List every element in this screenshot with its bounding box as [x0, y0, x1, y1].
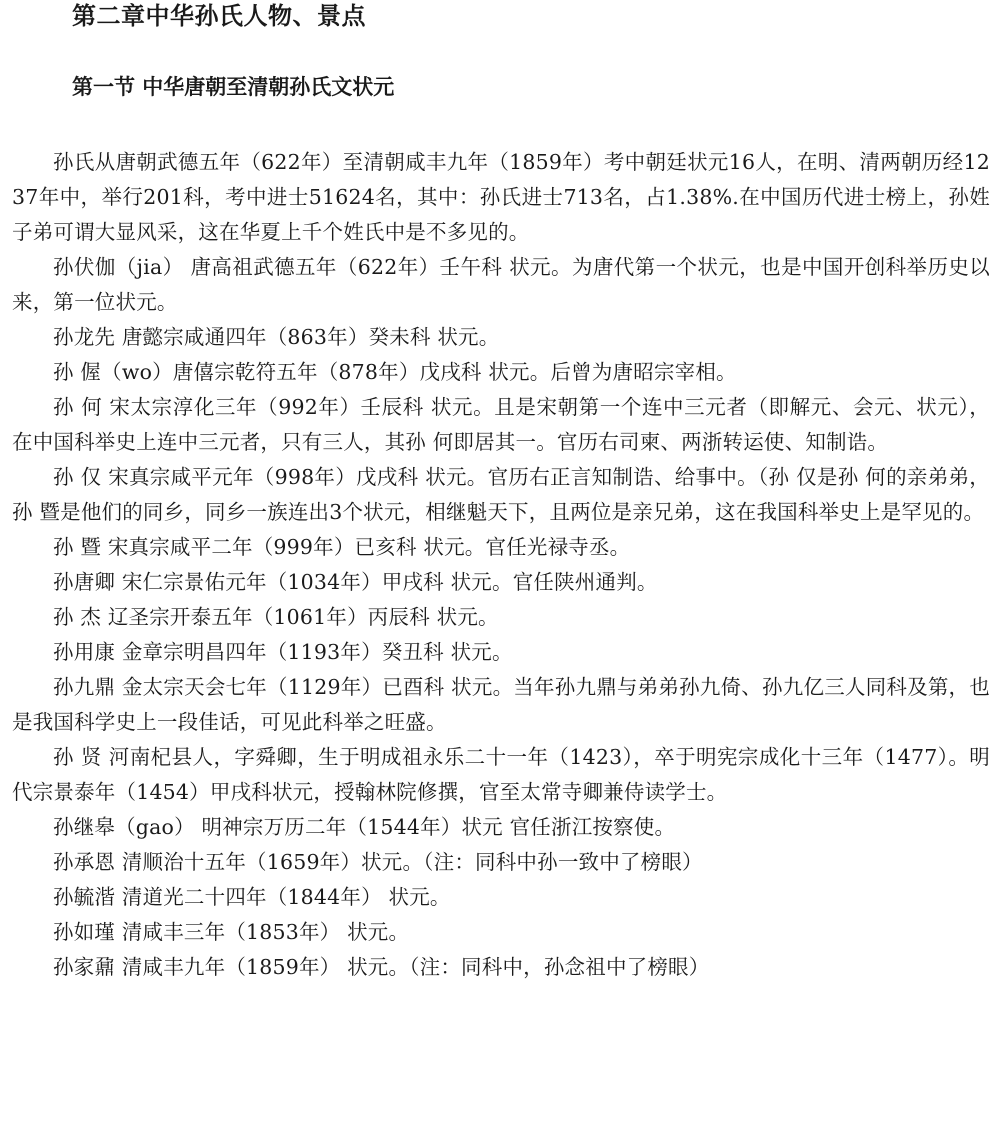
entry-paragraph: 孙 杰 辽圣宗开泰五年（1061年）丙辰科 状元。 — [53, 605, 499, 629]
entry-paragraph: 孙 仅 宋真宗咸平元年（998年）戊戌科 状元。官历右正言知制诰、给事中。（孙 仅是孙 何的亲弟弟，孙 暨是他们的同乡，同乡一族连出3个状元，相继魁天下，且两位是亲兄弟，这在我国科举史上是罕见的。 — [12, 465, 990, 524]
intro-paragraph: 孙氏从唐朝武德五年（622年）至清朝咸丰九年（1859年）考中朝廷状元16人，在明、清两朝历经1237年中，举行201科，考中进士51624名，其中：孙氏进士713名，占1.38%.在中国历代进士榜上，孙姓子弟可谓大显风采，这在华夏上千个姓氏中是不多见的。 — [12, 150, 990, 244]
entry-paragraph: 孙龙先 唐懿宗咸通四年（863年）癸未科 状元。 — [53, 325, 500, 349]
section-title: 第一节 中华唐朝至清朝孙氏文状元 — [72, 75, 395, 99]
entry-paragraph: 孙承恩 清顺治十五年（1659年）状元。（注：同科中孙一致中了榜眼） — [53, 850, 703, 874]
entry-paragraph: 孙唐卿 宋仁宗景佑元年（1034年）甲戌科 状元。官任陕州通判。 — [53, 570, 658, 594]
entry-paragraph: 孙毓湝 清道光二十四年（1844年） 状元。 — [53, 885, 451, 909]
entry-paragraph: 孙九鼎 金太宗天会七年（1129年）已酉科 状元。当年孙九鼎与弟弟孙九倚、孙九亿三人同科及第，也是我国科学史上一段佳话，可见此科举之旺盛。 — [12, 675, 990, 734]
entry-paragraph: 孙 偓（wo）唐僖宗乾符五年（878年）戊戌科 状元。后曾为唐昭宗宰相。 — [53, 360, 737, 384]
entry-paragraph: 孙 何 宋太宗淳化三年（992年）壬辰科 状元。且是宋朝第一个连中三元者（即解元、会元、状元），在中国科举史上连中三元者，只有三人，其孙 何即居其一。官历右司柬、两浙转运使、知制诰。 — [12, 395, 990, 454]
entry-paragraph: 孙如瑾 清咸丰三年（1853年） 状元。 — [53, 920, 410, 944]
document-body — [12, 145, 990, 985]
entry-paragraph: 孙 贤 河南杞县人，字舜卿，生于明成祖永乐二十一年（1423），卒于明宪宗成化十三年（1477）。明代宗景泰年（1454）甲戌科状元，授翰林院修撰，官至太常寺卿兼侍读学士。 — [12, 745, 990, 804]
entry-paragraph: 孙用康 金章宗明昌四年（1193年）癸丑科 状元。 — [53, 640, 513, 664]
chapter-title: 第二章中华孙氏人物、景点 — [72, 2, 366, 30]
entry-paragraph: 孙 暨 宋真宗咸平二年（999年）已亥科 状元。官任光禄寺丞。 — [53, 535, 631, 559]
entry-paragraph: 孙家鼐 清咸丰九年（1859年） 状元。（注：同科中，孙念祖中了榜眼） — [53, 955, 710, 979]
entry-paragraph: 孙继皋（gao） 明神宗万历二年（1544年）状元 官任浙江按察使。 — [53, 815, 676, 839]
entry-paragraph: 孙伏伽（jia） 唐高祖武德五年（622年）壬午科 状元。为唐代第一个状元，也是中国开创科举历史以来，第一位状元。 — [12, 255, 990, 314]
